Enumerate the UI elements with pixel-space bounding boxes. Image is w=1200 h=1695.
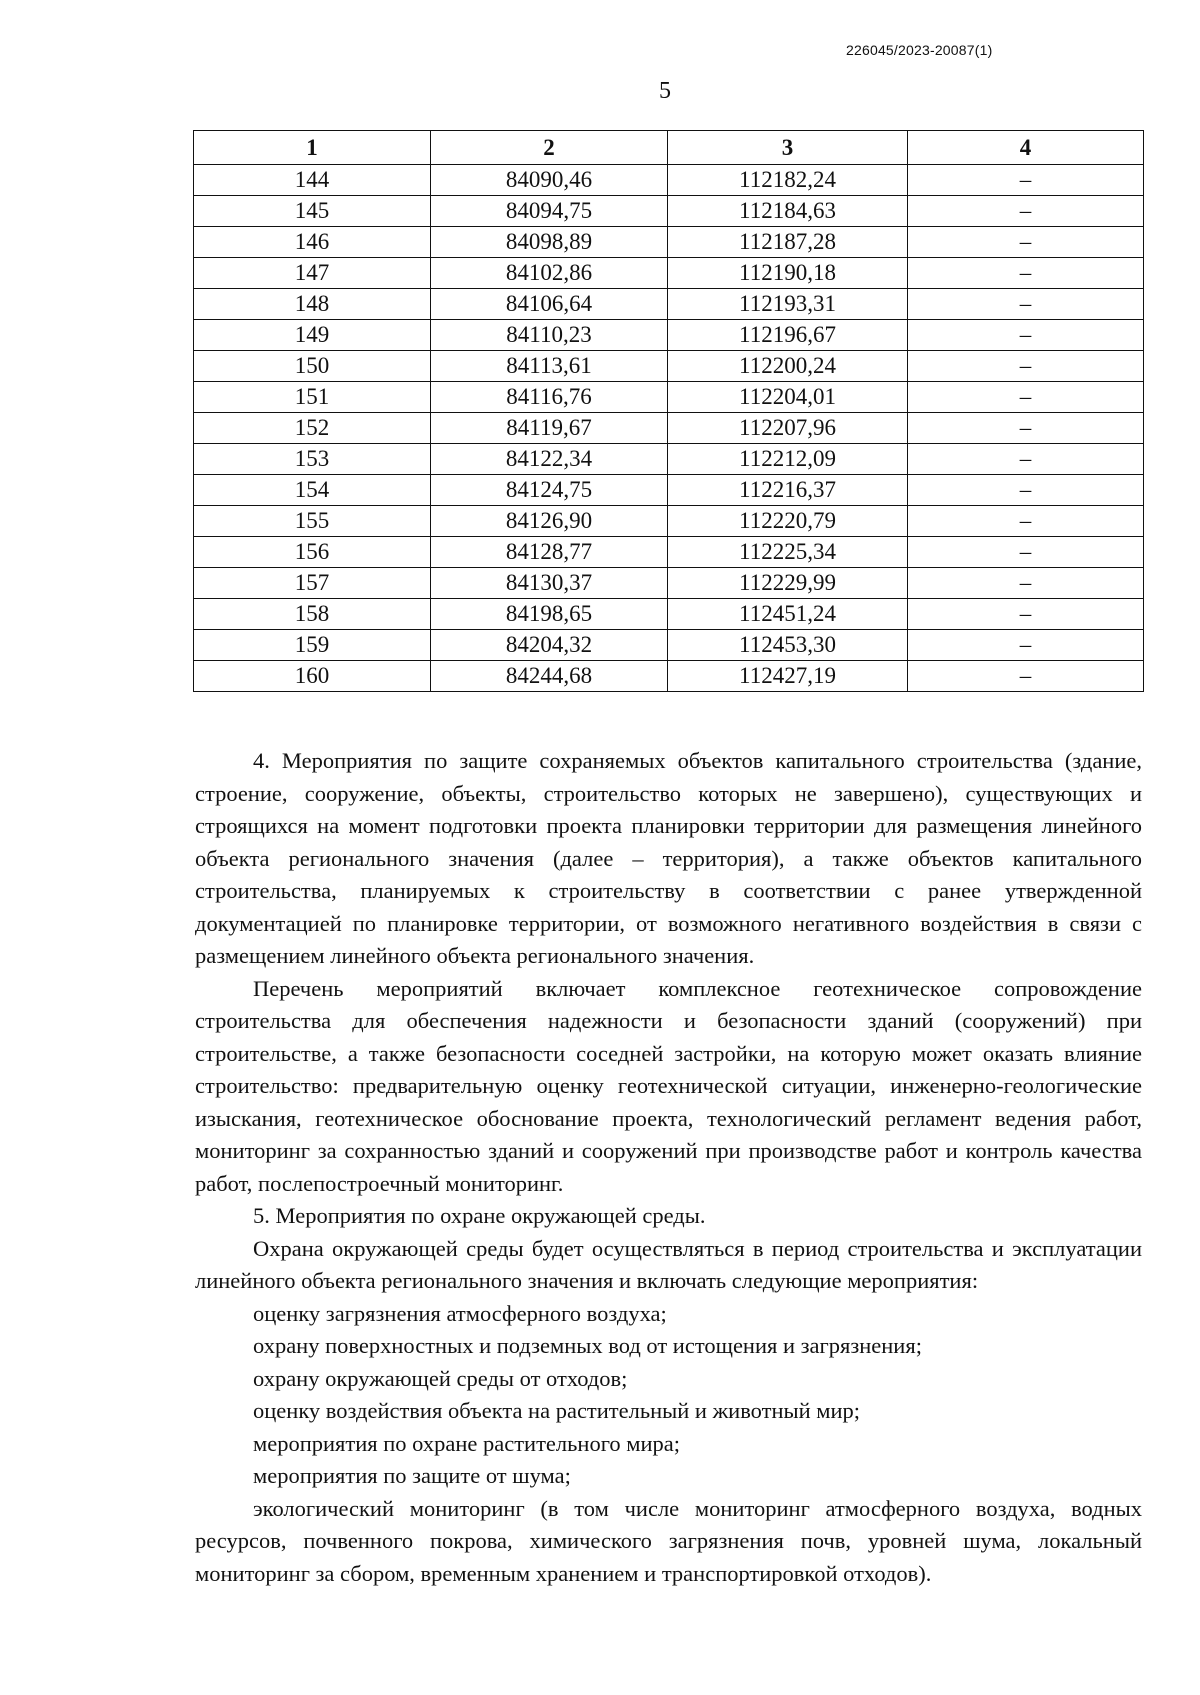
table-cell: 84122,34 xyxy=(431,444,668,475)
table-cell: 112216,37 xyxy=(668,475,908,506)
column-header: 1 xyxy=(194,131,431,165)
table-cell: 112182,24 xyxy=(668,165,908,196)
table-cell: – xyxy=(908,630,1144,661)
table-row xyxy=(194,289,1144,320)
table-cell: 150 xyxy=(194,351,431,382)
table-cell: 112190,18 xyxy=(668,258,908,289)
table-cell: 84098,89 xyxy=(431,227,668,258)
table-body xyxy=(194,165,1144,692)
table-cell: – xyxy=(908,599,1144,630)
table-cell: 84090,46 xyxy=(431,165,668,196)
table-row xyxy=(194,444,1144,475)
table-cell: 112193,31 xyxy=(668,289,908,320)
paragraph-5: 5. Мероприятия по охране окружающей среды. xyxy=(253,1203,706,1228)
list-item: мероприятия по охране растительного мира; xyxy=(253,1430,681,1456)
table-header-row xyxy=(194,131,1144,165)
table-cell: 112207,96 xyxy=(668,413,908,444)
table-cell: – xyxy=(908,475,1144,506)
table-cell: 148 xyxy=(194,289,431,320)
table-row xyxy=(194,630,1144,661)
table-cell: 84124,75 xyxy=(431,475,668,506)
table-cell: 112200,24 xyxy=(668,351,908,382)
table-row xyxy=(194,599,1144,630)
table-cell: – xyxy=(908,351,1144,382)
table-row xyxy=(194,382,1144,413)
coordinates-table xyxy=(193,130,1144,692)
table-cell: 158 xyxy=(194,599,431,630)
table-cell: 112204,01 xyxy=(668,382,908,413)
table-cell: 84094,75 xyxy=(431,196,668,227)
table-cell: 144 xyxy=(194,165,431,196)
table-cell: 112427,19 xyxy=(668,661,908,692)
table-row xyxy=(194,351,1144,382)
table-row xyxy=(194,568,1144,599)
table-cell: 84119,67 xyxy=(431,413,668,444)
list-item: оценку воздействия объекта на растительный и животный мир; xyxy=(253,1398,861,1423)
table-cell: – xyxy=(908,227,1144,258)
table-cell: 84113,61 xyxy=(431,351,668,382)
table-row xyxy=(194,537,1144,568)
table-row xyxy=(194,258,1144,289)
table-cell: 159 xyxy=(194,630,431,661)
list-item: мероприятия по защите от шума; xyxy=(253,1463,571,1488)
table-cell: – xyxy=(908,537,1144,568)
table-cell: 156 xyxy=(194,537,431,568)
table-cell: 84204,32 xyxy=(431,630,668,661)
list-item: охрану поверхностных и подземных вод от истощения и загрязнения; xyxy=(253,1333,922,1358)
table-cell: 84116,76 xyxy=(431,382,668,413)
table-cell: 155 xyxy=(194,506,431,537)
paragraph-monitoring: экологический мониторинг (в том числе мониторинг атмосферного воздуха, водных ресурсов, почвенного покрова, химического загрязнения почв, уровней шума, локальный мониторинг за сбором, временным хранением и транспортировкой отходов). xyxy=(195,1495,1142,1586)
list-item: охрану окружающей среды от отходов; xyxy=(253,1365,628,1391)
table-cell: 153 xyxy=(194,444,431,475)
column-header: 2 xyxy=(431,131,668,165)
table-cell: 84244,68 xyxy=(431,661,668,692)
table-row xyxy=(194,196,1144,227)
table-cell: 84126,90 xyxy=(431,506,668,537)
table-cell: 112187,28 xyxy=(668,227,908,258)
table-row xyxy=(194,506,1144,537)
list-item: оценку загрязнения атмосферного воздуха; xyxy=(253,1300,667,1326)
table-cell: 112453,30 xyxy=(668,630,908,661)
table-row xyxy=(194,661,1144,692)
table-cell: – xyxy=(908,382,1144,413)
paragraph-environment: Охрана окружающей среды будет осуществляться в период строительства и эксплуатации линейного объекта регионального значения и включать следующие мероприятия: xyxy=(195,1235,1142,1293)
table-cell: 157 xyxy=(194,568,431,599)
table-row xyxy=(194,320,1144,351)
table-cell: – xyxy=(908,196,1144,227)
table-cell: 112220,79 xyxy=(668,506,908,537)
table-cell: 112212,09 xyxy=(668,444,908,475)
column-header: 3 xyxy=(668,131,908,165)
table-cell: – xyxy=(908,444,1144,475)
paragraph-4: 4. Мероприятия по защите сохраняемых объектов капитального строительства (здание, строение, сооружение, объекты, строительство которых не завершено), существующих и строящихся на момент подготовки проекта планировки территории для размещения линейного объекта регионального значения (далее – территория), а также объектов капитального строительства, планируемых к строительству в соответствии с ранее утвержденной документацией по планировке территории, от возможного негативного воздействия в связи с размещением линейного объекта регионального значения. xyxy=(195,748,1142,968)
table-cell: 112451,24 xyxy=(668,599,908,630)
table-cell: 146 xyxy=(194,227,431,258)
table-cell: 154 xyxy=(194,475,431,506)
table-cell: – xyxy=(908,413,1144,444)
table-cell: 149 xyxy=(194,320,431,351)
table-cell: – xyxy=(908,506,1144,537)
paragraph-measures-list: Перечень мероприятий включает комплексное геотехническое сопровождение строительства для обеспечения надежности и безопасности зданий (сооружений) при строительстве, а также безопасности соседней застройки, на которую может оказать влияние строительство: предварительную оценку геотехнической ситуации, инженерно-геологические изыскания, геотехническое обоснование проекта, технологический регламент ведения работ, мониторинг за сохранностью зданий и сооружений при производстве работ и контроль качества работ, послепостроечный мониторинг. xyxy=(195,975,1142,1196)
table-row xyxy=(194,475,1144,506)
table-cell: 84128,77 xyxy=(431,537,668,568)
table-cell: 147 xyxy=(194,258,431,289)
table-cell: 84110,23 xyxy=(431,320,668,351)
document-id: 226045/2023-20087(1) xyxy=(846,42,993,58)
column-header: 4 xyxy=(908,131,1144,165)
document-body xyxy=(195,745,1142,1590)
table-cell: 112184,63 xyxy=(668,196,908,227)
table-cell: 84106,64 xyxy=(431,289,668,320)
table-row xyxy=(194,227,1144,258)
table-cell: 152 xyxy=(194,413,431,444)
table-cell: 145 xyxy=(194,196,431,227)
table-cell: 112196,67 xyxy=(668,320,908,351)
table-row xyxy=(194,413,1144,444)
table-cell: 84130,37 xyxy=(431,568,668,599)
table-cell: – xyxy=(908,568,1144,599)
page-number: 5 xyxy=(659,78,671,104)
table-cell: 112225,34 xyxy=(668,537,908,568)
table-cell: – xyxy=(908,320,1144,351)
table-cell: 160 xyxy=(194,661,431,692)
table-cell: – xyxy=(908,258,1144,289)
table-cell: – xyxy=(908,165,1144,196)
table-cell: – xyxy=(908,661,1144,692)
table-cell: – xyxy=(908,289,1144,320)
table-row xyxy=(194,165,1144,196)
table-cell: 84198,65 xyxy=(431,599,668,630)
table-cell: 112229,99 xyxy=(668,568,908,599)
table-cell: 151 xyxy=(194,382,431,413)
table-cell: 84102,86 xyxy=(431,258,668,289)
